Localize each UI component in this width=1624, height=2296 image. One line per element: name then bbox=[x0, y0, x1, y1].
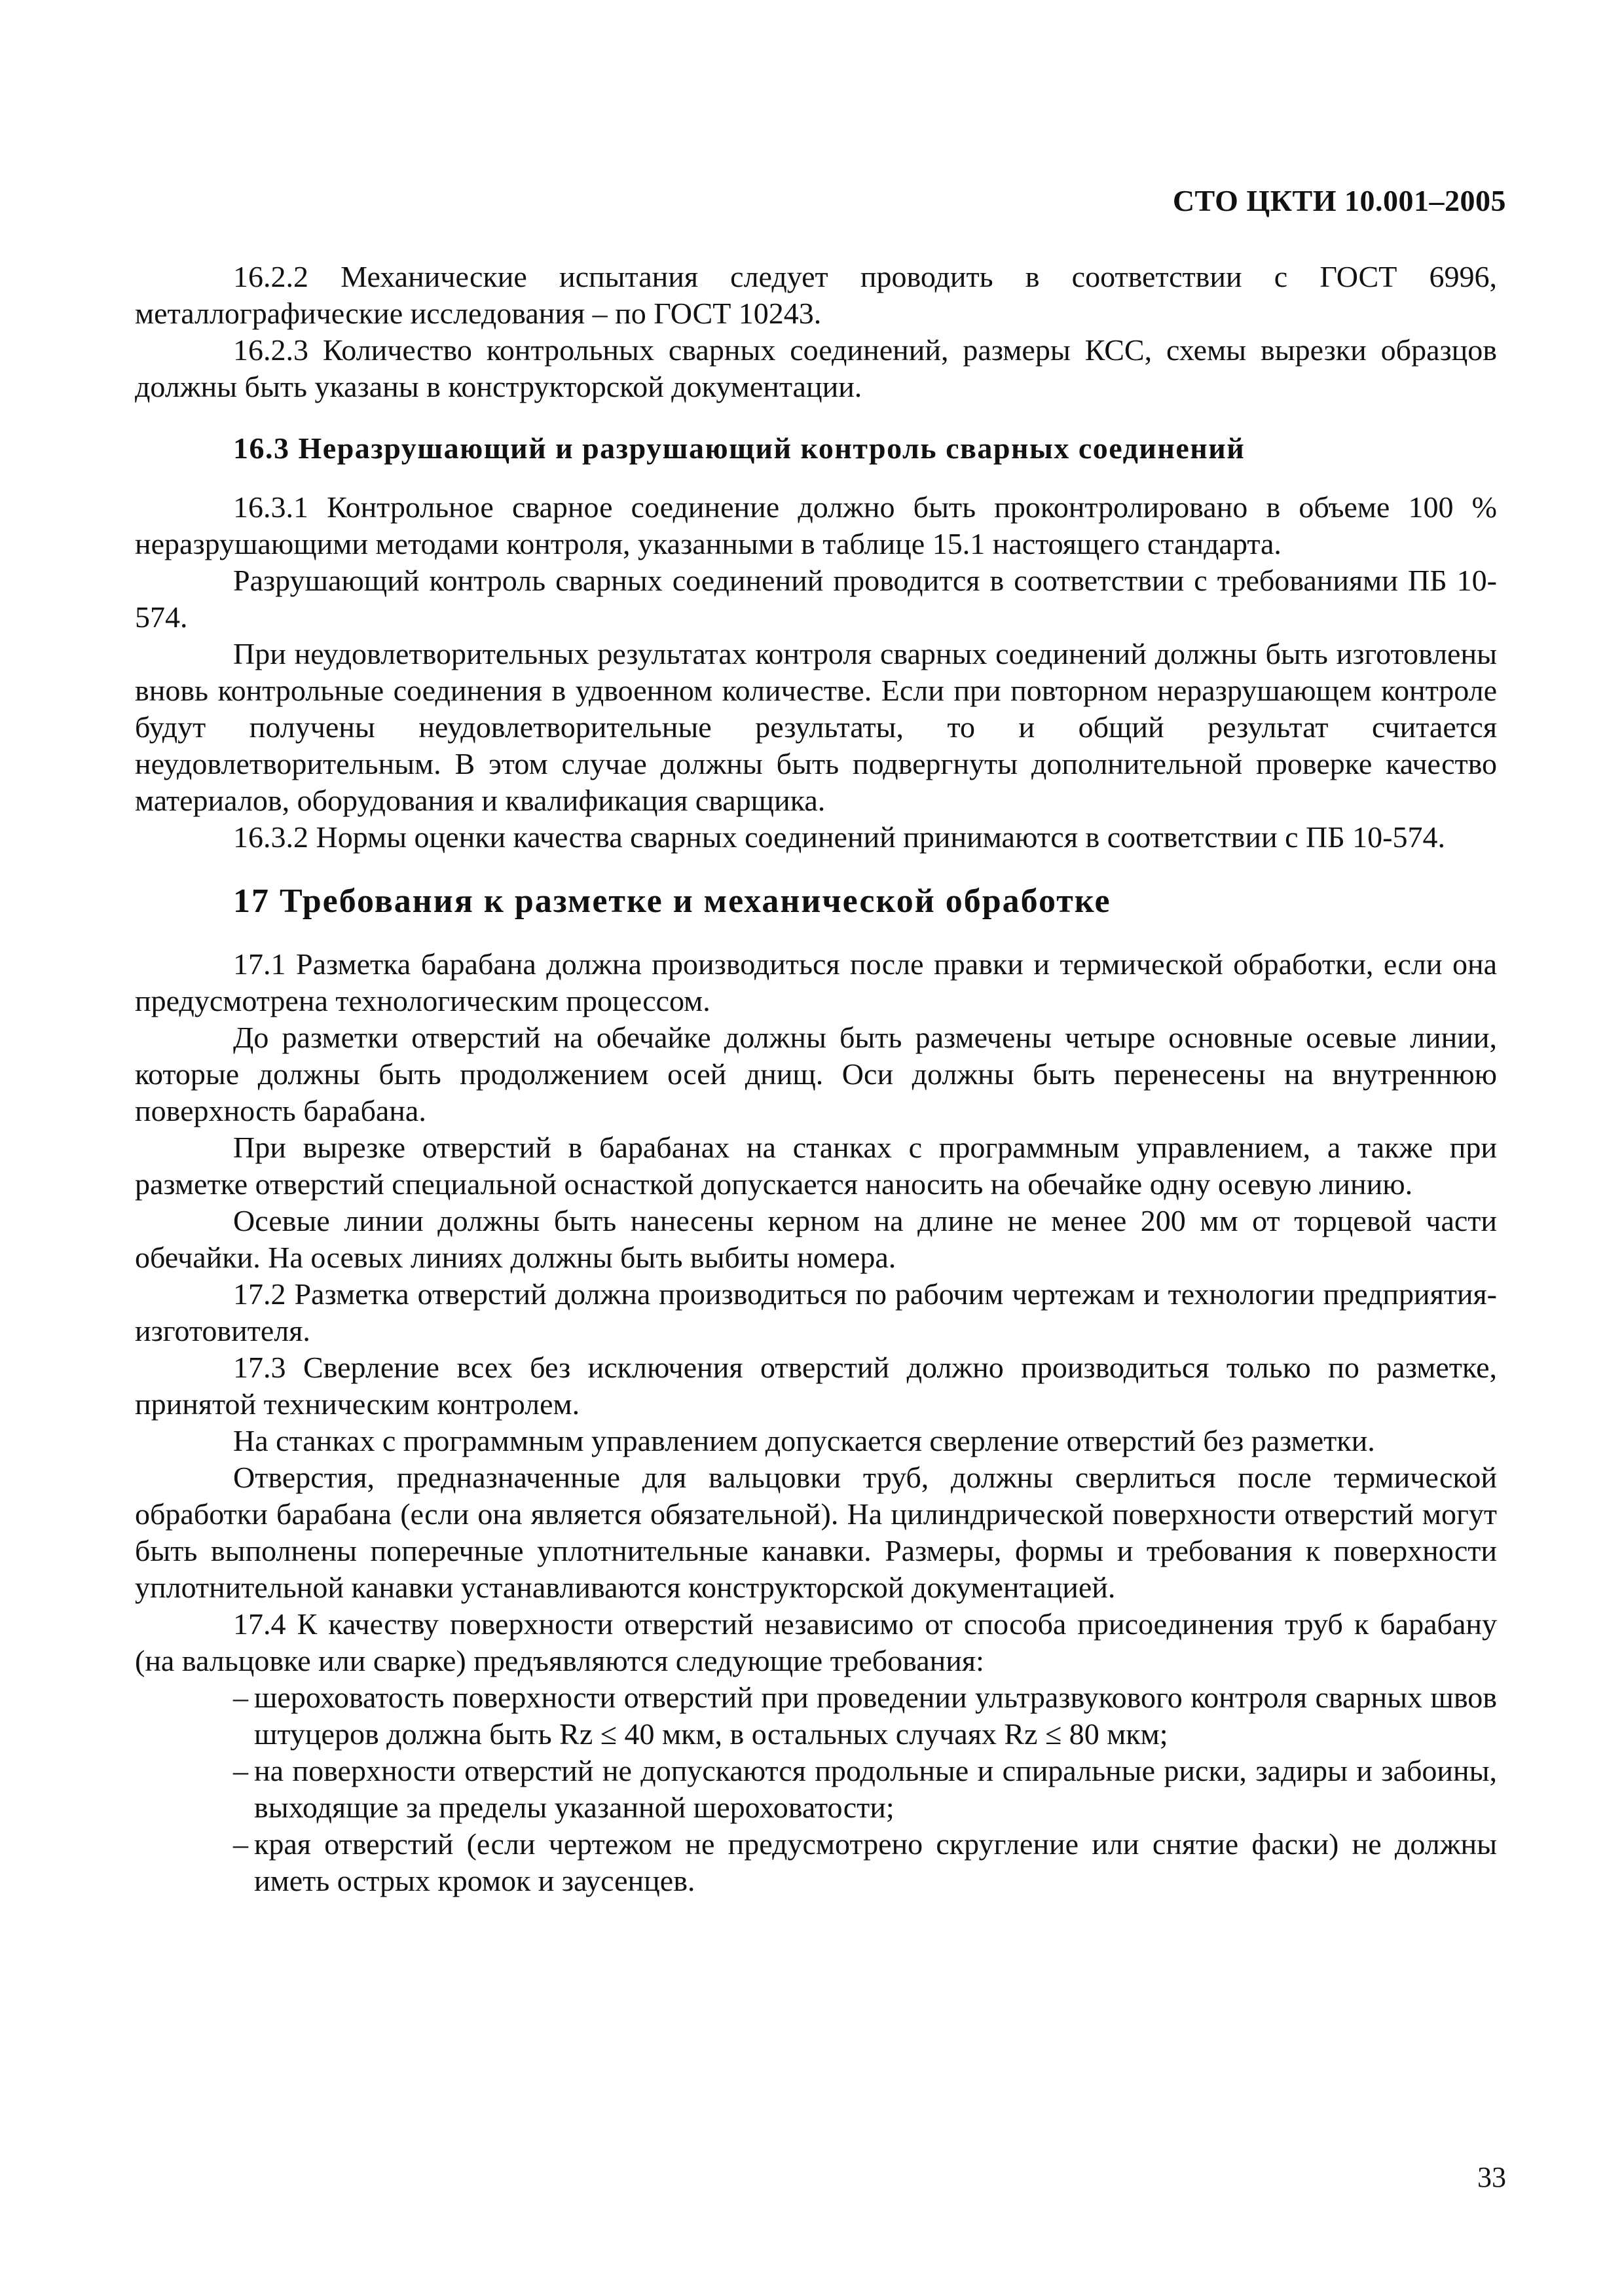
list-item bbox=[135, 1826, 1497, 1899]
paragraph-17-1-axes: До разметки отверстий на обечайке должны быть размечены четыре основные осевые линии, которые должны быть продолжением осей днищ. Оси должны быть перенесены на внутреннюю поверхность барабана. bbox=[135, 1021, 1497, 1127]
paragraph-16-3-1: 16.3.1 Контрольное сварное соединение должно быть проконтролировано в объеме 100 % неразрушающими методами контроля, указанными в таблице 15.1 настоящего стандарта. bbox=[135, 490, 1497, 560]
list-item bbox=[135, 1753, 1497, 1826]
page-body bbox=[135, 259, 1497, 1899]
paragraph-17-1: 17.1 Разметка барабана должна производиться после правки и термической обработки, если она предусмотрена технологическим процессом. bbox=[135, 947, 1497, 1017]
paragraph-17-3-cnc: На станках с программным управлением допускается сверление отверстий без разметки. bbox=[233, 1424, 1375, 1457]
section-heading-16-3: 16.3 Неразрушающий и разрушающий контроль сварных соединений bbox=[233, 431, 1246, 465]
paragraph-17-2: 17.2 Разметка отверстий должна производиться по рабочим чертежам и технологии предприятия-изготовителя. bbox=[135, 1277, 1497, 1347]
paragraph-17-1-center-punch: Осевые линии должны быть нанесены керном на длине не менее 200 мм от торцевой части обечайки. На осевых линиях должны быть выбиты номера. bbox=[135, 1204, 1497, 1274]
list-item-text: шероховатость поверхности отверстий при проведении ультразвукового контроля сварных швов штуцеров должна быть Rz ≤ 40 мкм, в остальных случаях Rz ≤ 80 мкм; bbox=[254, 1681, 1497, 1751]
dash-marker: – bbox=[233, 1754, 248, 1787]
paragraph-16-2-3: 16.2.3 Количество контрольных сварных соединений, размеры КСС, схемы вырезки образцов должны быть указаны в конструкторской документации. bbox=[135, 333, 1497, 403]
list-item-text: на поверхности отверстий не допускаются продольные и спиральные риски, задиры и забоины, выходящие за пределы указанной шероховатости; bbox=[254, 1754, 1497, 1824]
paragraph-17-1-cnc: При вырезке отверстий в барабанах на станках с программным управлением, а также при разметке отверстий специальной оснасткой допускается наносить на обечайке одну осевую линию. bbox=[135, 1131, 1497, 1201]
paragraph-16-3-1-destructive: Разрушающий контроль сварных соединений проводится в соответствии с требованиями ПБ 10-574. bbox=[135, 564, 1497, 634]
paragraph-17-3: 17.3 Сверление всех без исключения отверстий должно производиться только по разметке, принятой техническим контролем. bbox=[135, 1351, 1497, 1421]
paragraph-16-2-2: 16.2.2 Механические испытания следует проводить в соответствии с ГОСТ 6996, металлографические исследования – по ГОСТ 10243. bbox=[135, 260, 1497, 330]
list-item-text: края отверстий (если чертежом не предусмотрено скругление или снятие фаски) не должны иметь острых кромок и заусенцев. bbox=[254, 1827, 1497, 1897]
dash-marker: – bbox=[233, 1827, 248, 1861]
paragraph-16-3-2: 16.3.2 Нормы оценки качества сварных соединений принимаются в соответствии с ПБ 10-574. bbox=[233, 820, 1445, 854]
requirements-list bbox=[135, 1679, 1497, 1899]
document-code-header: СТО ЦКТИ 10.001–2005 bbox=[1172, 184, 1506, 217]
section-heading-17: 17 Требования к разметке и механической обработке bbox=[233, 883, 1111, 920]
paragraph-17-4: 17.4 К качеству поверхности отверстий независимо от способа присоединения труб к барабану (на вальцовке или сварке) предъявляются следующие требования: bbox=[135, 1607, 1497, 1677]
list-item bbox=[135, 1679, 1497, 1753]
page-number: 33 bbox=[1477, 2161, 1506, 2193]
dash-marker: – bbox=[233, 1681, 248, 1714]
paragraph-16-3-1-unsatisfactory: При неудовлетворительных результатах контроля сварных соединений должны быть изготовлены вновь контрольные соединения в удвоенном количестве. Если при повторном неразрушающем контроле будут получены неудовлетворительные результаты, то и общий результат считается неудовлетворительным. В этом случае должны быть подвергнуты дополнительной проверке качество материалов, оборудования и квалификация сварщика. bbox=[135, 637, 1497, 817]
paragraph-17-3-rolling: Отверстия, предназначенные для вальцовки труб, должны сверлиться после термической обработки барабана (если она является обязательной). На цилиндрической поверхности отверстий могут быть выполнены поперечные уплотнительные канавки. Размеры, формы и требования к поверхности уплотнительной канавки устанавливаются конструкторской документацией. bbox=[135, 1461, 1497, 1604]
